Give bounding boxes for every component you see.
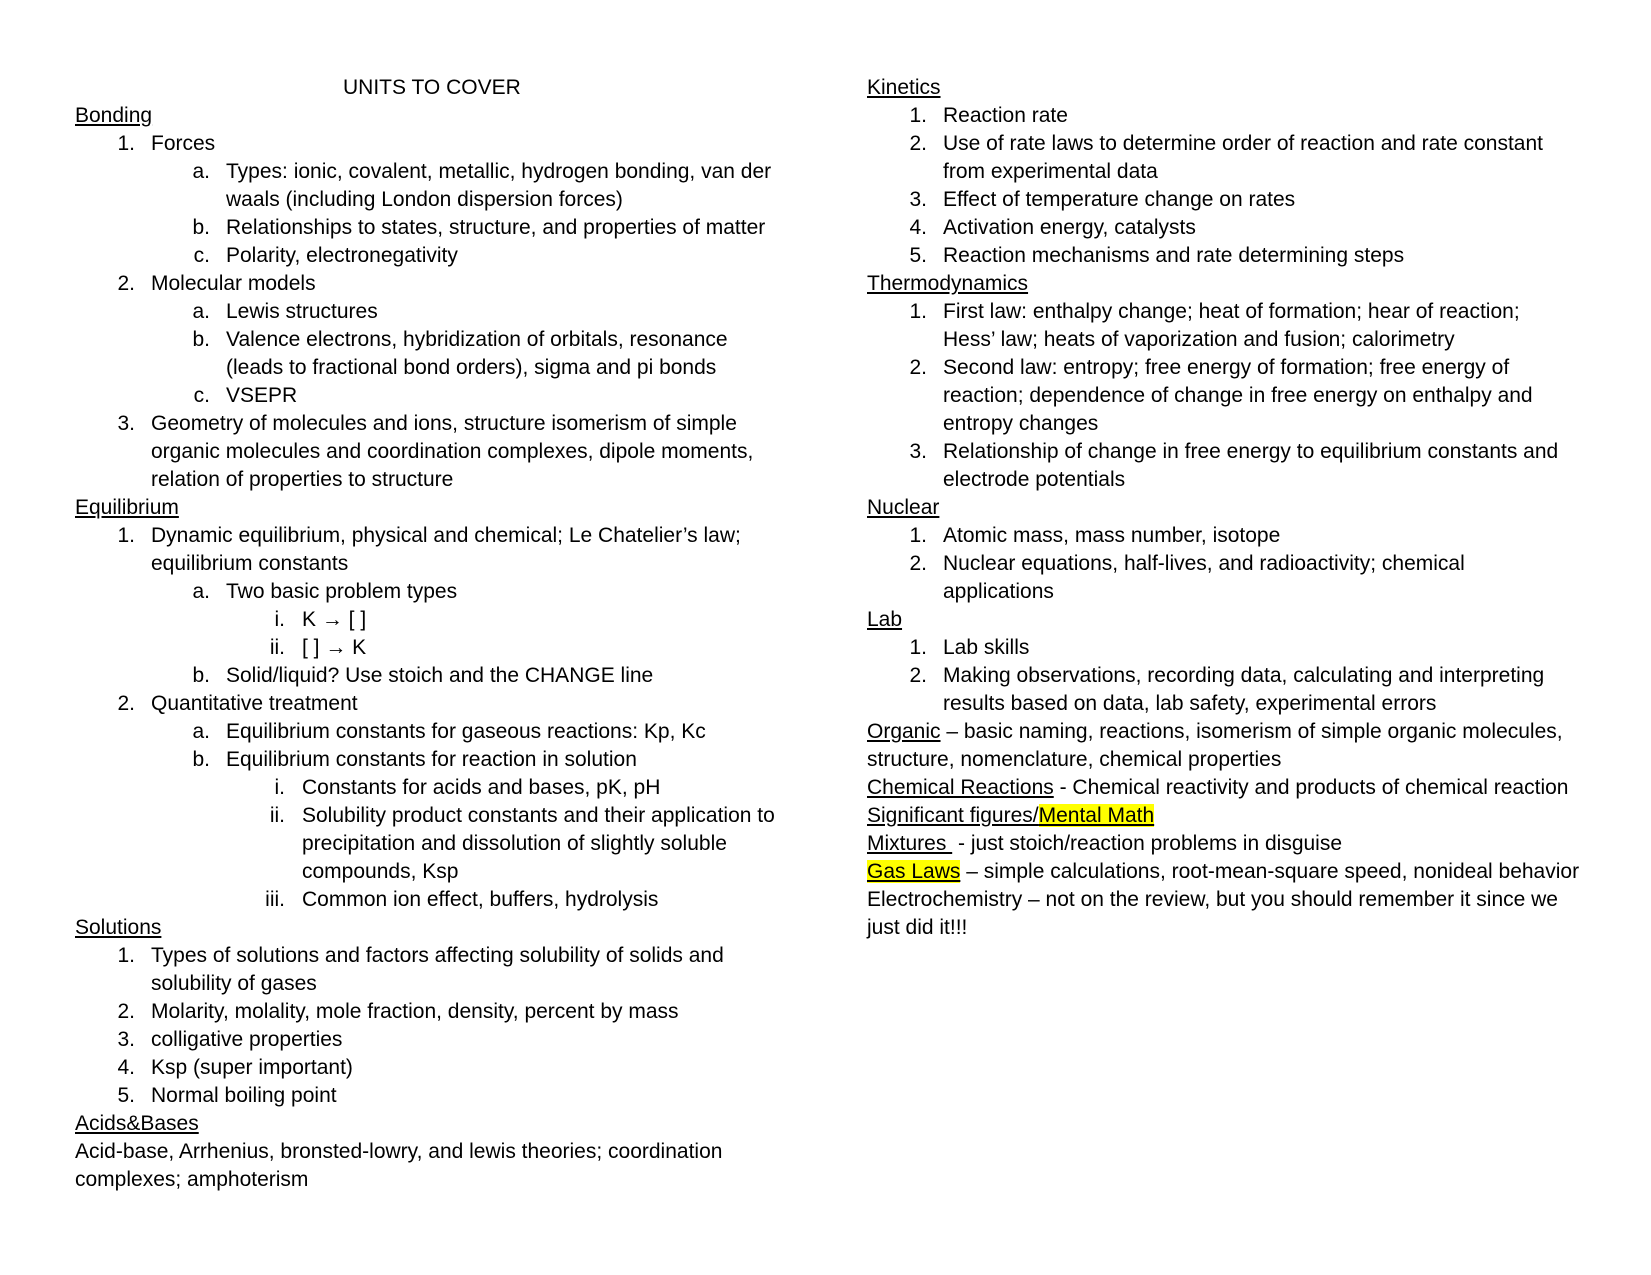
list-item: 4. Activation energy, catalysts — [909, 216, 1196, 239]
left-column — [75, 74, 810, 1194]
list-item: 1. Types of solutions and factors affecting solubility of solids and — [117, 944, 724, 967]
paragraph: Acid-base, Arrhenius, bronsted-lowry, and lewis theories; coordination — [75, 1140, 723, 1163]
list-item: 1. Lab skills — [909, 636, 1030, 659]
list-item: b. Solid/liquid? Use stoich and the CHANGE line — [192, 664, 654, 687]
list-item-continuation: compounds, Ksp — [302, 860, 459, 883]
list-item: b. Equilibrium constants for reaction in solution — [192, 748, 637, 771]
section-mixtures: Mixtures - just stoich/reaction problems in disguise — [867, 832, 1343, 855]
list-item: 3. Relationship of change in free energy to equilibrium constants and — [909, 440, 1559, 463]
list-item: b. Valence electrons, hybridization of orbitals, resonance — [192, 328, 728, 351]
paragraph-continuation: just did it!!! — [867, 916, 968, 939]
list-item: 3. Effect of temperature change on rates — [909, 188, 1296, 211]
list-item: 3. Geometry of molecules and ions, structure isomerism of simple — [117, 412, 737, 435]
section-heading-equilibrium: Equilibrium — [75, 496, 179, 519]
list-item-continuation: equilibrium constants — [151, 552, 349, 575]
section-heading-bonding: Bonding — [75, 104, 153, 127]
list-item-continuation: precipitation and dissolution of slightly soluble — [302, 832, 727, 855]
section-gas-laws: Gas Laws – simple calculations, root-mean-square speed, nonideal behavior — [867, 860, 1580, 883]
list-item: 2. Quantitative treatment — [117, 692, 358, 715]
section-chemical-reactions: Chemical Reactions - Chemical reactivity and products of chemical reaction — [867, 776, 1569, 799]
list-item: 2. Nuclear equations, half-lives, and radioactivity; chemical — [909, 552, 1465, 575]
section-organic: Organic – basic naming, reactions, isomerism of simple organic molecules, — [867, 720, 1563, 743]
highlighted-text: Mental Math — [1038, 804, 1155, 827]
section-heading-thermodynamics: Thermodynamics — [867, 272, 1029, 295]
list-item: 4. Ksp (super important) — [117, 1056, 353, 1079]
list-item-continuation: entropy changes — [943, 412, 1099, 435]
list-item: 2. Use of rate laws to determine order of reaction and rate constant — [909, 132, 1543, 155]
list-item: 2. Molecular models — [117, 272, 316, 295]
list-item: c. VSEPR — [193, 384, 298, 407]
list-item: 1. First law: enthalpy change; heat of formation; hear of reaction; — [909, 300, 1520, 323]
list-item: i. Constants for acids and bases, pK, pH — [274, 776, 661, 799]
highlighted-text: Gas Laws — [867, 860, 961, 883]
list-item: c. Polarity, electronegativity — [193, 244, 458, 267]
section-heading-solutions: Solutions — [75, 916, 162, 939]
list-item: ii. [ ] → K — [269, 636, 367, 659]
list-item: a. Two basic problem types — [192, 580, 458, 603]
list-item-continuation: results based on data, lab safety, experimental errors — [943, 692, 1437, 715]
list-item: 1. Forces — [117, 132, 216, 155]
list-item-continuation: reaction; dependence of change in free energy on enthalpy and — [943, 384, 1533, 407]
list-item: 5. Normal boiling point — [117, 1084, 337, 1107]
list-item: a. Types: ionic, covalent, metallic, hydrogen bonding, van der — [192, 160, 772, 183]
section-heading-nuclear: Nuclear — [867, 496, 940, 519]
section-electrochemistry: Electrochemistry – not on the review, but you should remember it since we — [867, 888, 1558, 911]
list-item-continuation: relation of properties to structure — [151, 468, 454, 491]
list-item-continuation: electrode potentials — [943, 468, 1126, 491]
list-item: 5. Reaction mechanisms and rate determining steps — [909, 244, 1405, 267]
list-item-continuation: organic molecules and coordination complexes, dipole moments, — [151, 440, 754, 463]
section-significant-figures: Significant figures/Mental Math — [867, 804, 1155, 827]
list-item: a. Lewis structures — [192, 300, 378, 323]
section-heading-acids-bases: Acids&Bases — [75, 1112, 199, 1135]
title-line — [75, 74, 810, 102]
section-heading-kinetics: Kinetics — [867, 76, 941, 99]
list-item: 1. Atomic mass, mass number, isotope — [909, 524, 1281, 547]
list-item: 2. Molarity, molality, mole fraction, density, percent by mass — [117, 1000, 679, 1023]
page-title: UNITS TO COVER — [343, 76, 521, 99]
paragraph-continuation: complexes; amphoterism — [75, 1168, 309, 1191]
list-item-continuation: (leads to fractional bond orders), sigma and pi bonds — [226, 356, 717, 379]
list-item-continuation: Hess’ law; heats of vaporization and fusion; calorimetry — [943, 328, 1455, 351]
list-item: 1. Dynamic equilibrium, physical and chemical; Le Chatelier’s law; — [117, 524, 741, 547]
list-item-continuation: applications — [943, 580, 1054, 603]
section-heading-lab: Lab — [867, 608, 903, 631]
right-column — [867, 74, 1607, 942]
list-item-continuation: from experimental data — [943, 160, 1158, 183]
paragraph-continuation: structure, nomenclature, chemical properties — [867, 748, 1282, 771]
list-item: b. Relationships to states, structure, and properties of matter — [192, 216, 766, 239]
list-item-continuation: solubility of gases — [151, 972, 317, 995]
list-item: 3. colligative properties — [117, 1028, 343, 1051]
list-item: 2. Making observations, recording data, calculating and interpreting — [909, 664, 1545, 687]
list-item-continuation: waals (including London dispersion forces) — [226, 188, 623, 211]
list-item: a. Equilibrium constants for gaseous reactions: Kp, Kc — [192, 720, 706, 743]
list-item: iii. Common ion effect, buffers, hydrolysis — [265, 888, 659, 911]
list-item: 2. Second law: entropy; free energy of formation; free energy of — [909, 356, 1510, 379]
list-item: i. K → [ ] — [274, 608, 367, 631]
list-item: 1. Reaction rate — [909, 104, 1068, 127]
list-item: ii. Solubility product constants and their application to — [269, 804, 775, 827]
